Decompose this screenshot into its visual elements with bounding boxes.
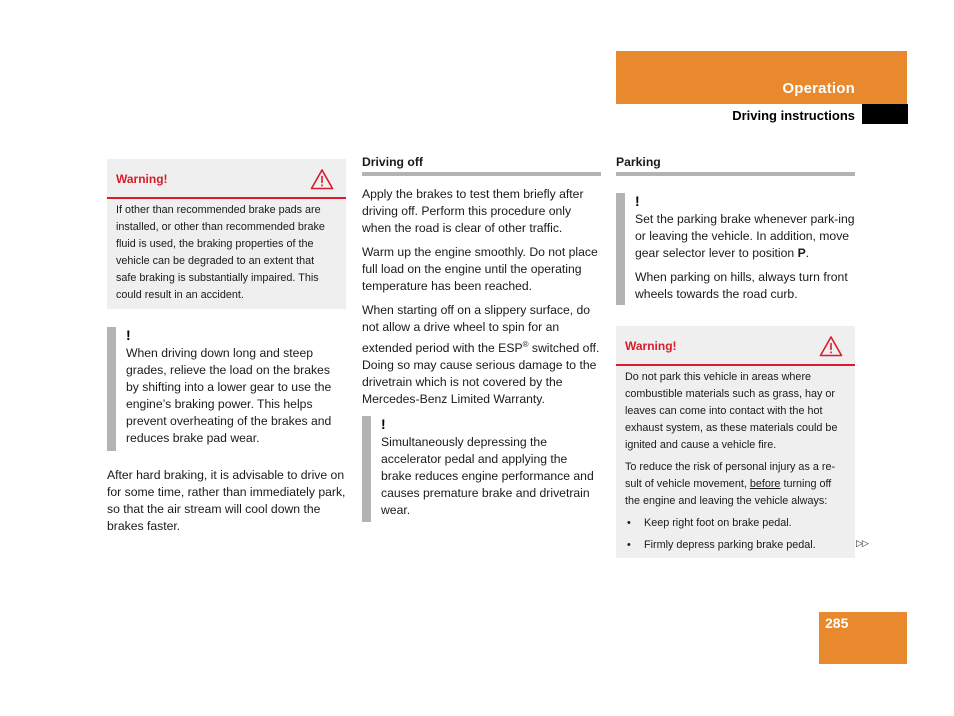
driving-off-p3-before: When starting off on a slippery surface, do not allow a drive wheel to spin for an extended period with the ESP [362, 303, 591, 356]
continued-arrow-icon: ▷▷ [856, 538, 868, 548]
driving-off-text [362, 186, 601, 408]
driving-off-p3 [362, 302, 601, 408]
hard-braking-paragraph: After hard braking, it is advisable to drive on for some time, rather than immediately park, so that the air stream will cool down the brakes faster. [107, 468, 346, 533]
section-title: Operation [782, 80, 855, 97]
pedal-notice [362, 416, 601, 522]
page-number: 285 [825, 615, 849, 631]
warning-text-1: Do not park this vehicle in areas where combustible materials such as grass, hay or leaves can come into contact with the hot exhaust system, as these materials could be ignited and cause a vehicle fire. [625, 371, 838, 451]
warning-label: Warning! [116, 172, 168, 186]
notice-text: When driving down long and steep grades, relieve the load on the brakes by shifting into a lower gear to use the engine’s braking power. This helps prevent overheating of the brakes and reduces brake pad wear. [126, 346, 332, 445]
warning-triangle-icon [310, 168, 334, 190]
parking-heading: Parking [616, 155, 855, 176]
warning-text-2-after: turning off the engine and leaving the vehicle always: [625, 478, 832, 507]
warning-text: If other than recommended brake pads are installed, or other than recommended brake fluid is used, the braking properties of the vehicle can be degraded to an extent that safe braking is substantially impaired. This could result in an accident. [116, 204, 325, 301]
notice-icon: ! [381, 416, 386, 432]
warning-text-2 [625, 459, 846, 510]
driving-off-p2: Warm up the engine smoothly. Do not place full load on the engine until the operating temperature has been reached. [362, 245, 598, 293]
bullet-item: • Firmly depress parking brake pedal. [625, 537, 846, 554]
parking-fire-warning [616, 326, 855, 558]
page-number-box [819, 612, 907, 664]
subsection-title: Driving instructions [732, 108, 855, 123]
parking-notice-p1-after: . [805, 246, 810, 260]
bullet-item: • Keep right foot on brake pedal. [625, 515, 846, 532]
parking-notice-p1 [635, 211, 855, 262]
brake-pads-warning [107, 159, 346, 309]
driving-off-p1: Apply the brakes to test them briefly after driving off. Perform this procedure only when the road is clear of other traffic. [362, 187, 584, 235]
warning-label: Warning! [625, 339, 677, 353]
driving-off-p3-after: switched off. Doing so may cause serious damage to the drivetrain which is not covered by the Mercedes-Benz Limited Warranty. [362, 341, 600, 407]
warning-header [107, 159, 346, 199]
parking-notice-p1-before: Set the parking brake whenever park-ing or leaving the vehicle. In addition, move gear selector lever to position [635, 212, 855, 260]
warning-text-2-before: To reduce the risk of personal injury as a re-sult of vehicle movement, [625, 461, 836, 490]
section-tab [616, 51, 907, 104]
notice-icon: ! [635, 193, 640, 209]
driving-off-heading: Driving off [362, 155, 601, 176]
brake-load-notice [107, 327, 346, 451]
parking-notice-p2: When parking on hills, always turn front wheels towards the road curb. [635, 270, 848, 301]
notice-text: Simultaneously depressing the accelerator pedal and applying the brake reduces engine performance and causes premature brake and drivetrain wear. [381, 435, 594, 517]
before-emphasis: before [749, 478, 781, 490]
registered-mark: ® [522, 340, 529, 349]
gear-position: P [797, 246, 806, 260]
notice-icon: ! [126, 327, 131, 343]
subsection-marker [862, 104, 908, 124]
warning-header [616, 326, 855, 366]
parking-brake-notice [616, 193, 855, 305]
warning-triangle-icon [819, 335, 843, 357]
